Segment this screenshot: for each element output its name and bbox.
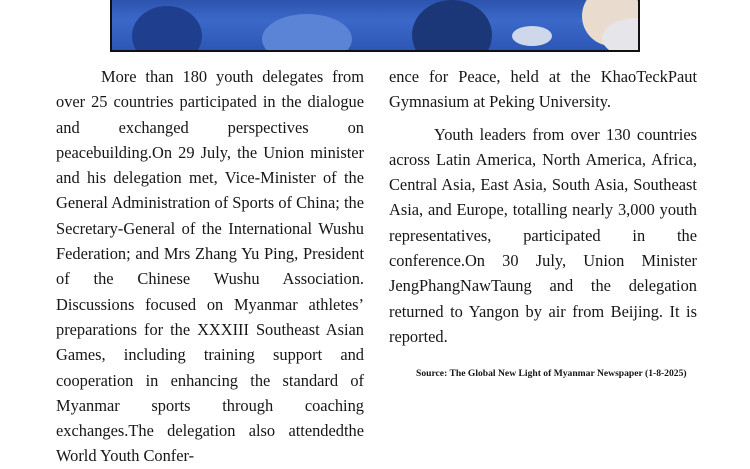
- photo-figure: [512, 26, 552, 46]
- source-credit: Source: The Global New Light of Myanmar Newspaper (1-8-2025): [416, 368, 687, 379]
- article-paragraph: ence for Peace, held at the KhaoTeckPaut Gymnasium at Peking University.: [389, 67, 697, 112]
- article-photo: [110, 0, 640, 52]
- article-paragraph: More than 180 youth delegates from over 25 countries participated in the dialogue and exchanged perspectives on peacebuilding.On 29 July, the Union minister and his delegation met, Vice-Minister of the General Administration of Sports of China; the Secretary-General of the International Wushu Federation; and Mrs Zhang Yu Ping, President of the Chinese Wushu Association. Discussions focused on Myanmar athletes’ preparations for the XXXIII Southeast Asian Games, including training support and cooperation in enhancing the standard of Myanmar sports through coaching exchanges.The delegation also attendedthe World Youth Confer-: [56, 67, 364, 466]
- article-paragraph: Youth leaders from over 130 countries across Latin America, North America, Africa, Central Asia, East Asia, South Asia, Southeast Asia, and Europe, totalling nearly 3,000 youth representatives, participated in the conference.On 30 July, Union Minister JengPhangNawTaung and the delegation returned to Yangon by air from Beijing. It is reported.: [389, 124, 697, 346]
- photo-figure: [132, 6, 202, 52]
- article-column-left: [56, 64, 364, 469]
- photo-figure: [412, 0, 492, 52]
- photo-figure: [262, 14, 352, 52]
- article-column-right: [389, 64, 697, 349]
